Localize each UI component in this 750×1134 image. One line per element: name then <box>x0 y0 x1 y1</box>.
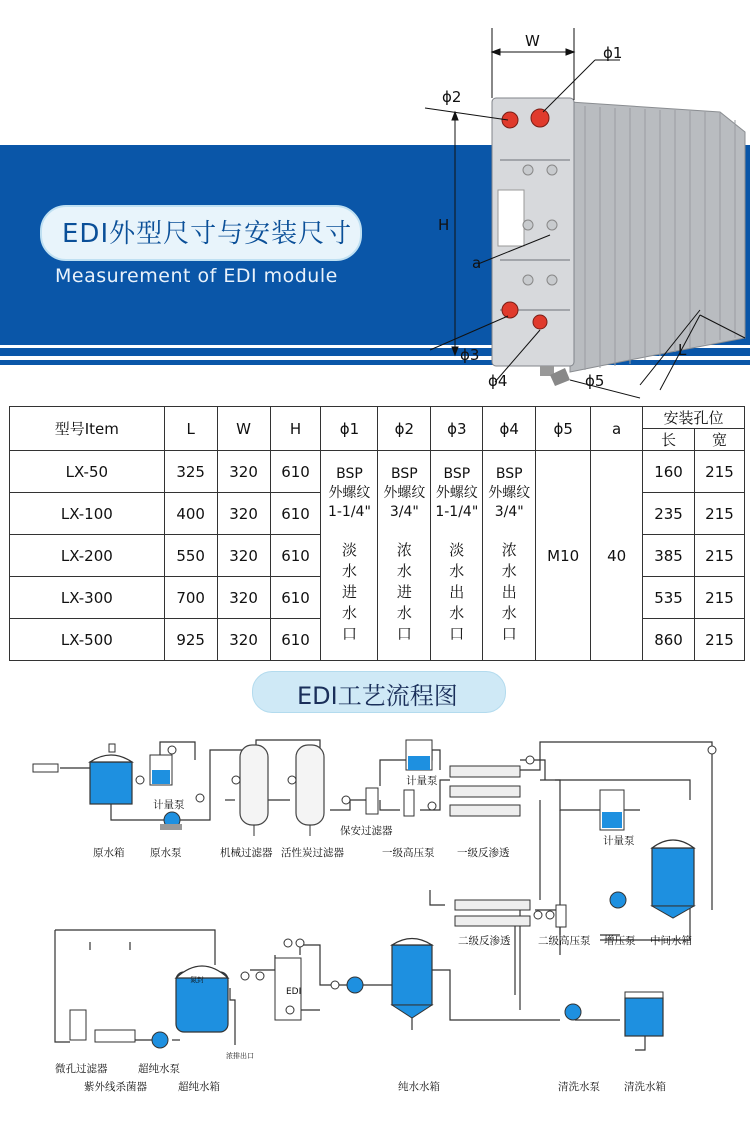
cell-h: 610 <box>270 577 321 619</box>
phi5-label: ϕ5 <box>585 372 605 390</box>
safety-filter <box>366 788 378 814</box>
header-length: 长 <box>643 429 695 451</box>
header-phi1: ϕ1 <box>321 407 378 451</box>
label-wash-pump: 清洗水泵 <box>558 1081 600 1093</box>
booster-pump <box>610 892 626 908</box>
cell-w: 320 <box>217 493 270 535</box>
phi2-use-char: 进 <box>396 583 412 601</box>
cell-width: 215 <box>695 577 745 619</box>
cell-width: 215 <box>695 619 745 661</box>
header-phi5: ϕ5 <box>536 407 591 451</box>
label-nitrogen: 氮封 <box>190 976 204 984</box>
spec-table <box>9 406 745 661</box>
ultrapure-pump <box>152 1032 168 1048</box>
raw-water-tank <box>90 744 132 804</box>
cell-w: 320 <box>217 451 270 493</box>
cell-length: 535 <box>643 577 695 619</box>
dosing-unit-2 <box>406 740 432 770</box>
label-pure-tank: 纯水水箱 <box>398 1081 440 1093</box>
port-phi2 <box>502 112 518 128</box>
cell-model: LX-500 <box>10 619 165 661</box>
cell-l: 700 <box>164 577 217 619</box>
raw-water-pump <box>160 812 182 830</box>
label-micro-filter: 微孔过滤器 <box>55 1063 108 1075</box>
phi4-use-char: 水 <box>501 604 517 622</box>
cell-l: 325 <box>164 451 217 493</box>
phi2-use-char: 口 <box>396 625 412 643</box>
dosing-unit-3 <box>600 790 624 830</box>
process-flow-diagram <box>0 720 750 1120</box>
cell-h: 610 <box>270 535 321 577</box>
table-row <box>10 451 745 493</box>
page-title: EDI外型尺寸与安装尺寸 <box>62 219 353 249</box>
cell-model: LX-50 <box>10 451 165 493</box>
flow-title: EDI工艺流程图 <box>297 682 458 710</box>
phi2-use-char: 水 <box>396 562 412 580</box>
label-wash-tank: 清洗水箱 <box>624 1081 666 1093</box>
header-l: L <box>164 407 217 451</box>
cell-l: 400 <box>164 493 217 535</box>
dim-l-label: L <box>678 341 687 359</box>
pure-water-tank <box>392 939 432 1019</box>
label-raw-tank: 原水箱 <box>93 847 125 859</box>
header-phi3: ϕ3 <box>431 407 483 451</box>
label-up-tank: 超纯水箱 <box>178 1081 220 1093</box>
cell-phi5-value: M10 <box>536 451 591 661</box>
wash-pump <box>565 1004 581 1020</box>
label-uv: 紫外线杀菌器 <box>84 1081 147 1093</box>
phi3-label: ϕ3 <box>460 346 480 364</box>
label-dosing-pump-1: 计量泵 <box>153 799 185 811</box>
cell-l: 550 <box>164 535 217 577</box>
header-a: a <box>591 407 643 451</box>
header-item: 型号Item <box>10 407 165 451</box>
label-booster-pump: 增压泵 <box>604 935 636 947</box>
cell-h: 610 <box>270 493 321 535</box>
cell-a-value: 40 <box>591 451 643 661</box>
label-dosing-pump-2: 计量泵 <box>406 775 438 787</box>
micro-filter <box>70 1010 86 1040</box>
mechanical-filter-vessel <box>240 745 268 836</box>
header-install: 安装孔位 <box>643 407 745 429</box>
dim-w-label: W <box>525 32 540 50</box>
ro-2-membranes <box>455 900 530 926</box>
label-ro-1: 一级反渗透 <box>457 847 510 859</box>
phi1-use-char: 水 <box>341 562 357 580</box>
cell-width: 215 <box>695 451 745 493</box>
header-phi2: ϕ2 <box>378 407 431 451</box>
label-dosing-pump-3: 计量泵 <box>603 835 635 847</box>
phi2-use-char: 水 <box>396 604 412 622</box>
phi4-bsp: BSP <box>495 466 523 482</box>
cell-w: 320 <box>217 535 270 577</box>
label-up-pump: 超纯水泵 <box>138 1063 180 1075</box>
hp-pump-1 <box>404 790 414 816</box>
hp-pump-2 <box>556 905 566 927</box>
cell-model: LX-200 <box>10 535 165 577</box>
label-drain: 浓排出口 <box>226 1052 254 1060</box>
label-raw-pump: 原水泵 <box>150 847 182 859</box>
port-phi3 <box>502 302 518 318</box>
phi1-size: 1-1/4" <box>327 504 371 520</box>
header-h: H <box>270 407 321 451</box>
phi1-thread: 外螺纹 <box>328 485 371 501</box>
cell-model: LX-300 <box>10 577 165 619</box>
phi3-use-char: 水 <box>449 604 465 622</box>
phi3-size: 1-1/4" <box>435 504 479 520</box>
phi1-use-char: 水 <box>341 604 357 622</box>
phi2-use-char: 浓 <box>396 541 412 559</box>
header-w: W <box>217 407 270 451</box>
header-width: 宽 <box>695 429 745 451</box>
phi1-bsp: BSP <box>336 466 363 482</box>
phi4-label: ϕ4 <box>488 372 508 390</box>
phi3-thread: 外螺纹 <box>435 485 478 501</box>
dim-h-label: H <box>438 216 450 234</box>
cell-phi3-spec <box>431 451 483 661</box>
label-mech-filter: 机械过滤器 <box>220 847 273 859</box>
dim-a-label: a <box>472 254 482 272</box>
cell-phi4-spec <box>483 451 536 661</box>
phi3-use-char: 淡 <box>449 541 465 559</box>
label-edi: EDI <box>286 987 302 997</box>
phi1-label: ϕ1 <box>603 44 623 62</box>
dosing-unit-1 <box>150 746 176 785</box>
label-hp-pump-1: 一级高压泵 <box>382 847 435 859</box>
cell-h: 610 <box>270 619 321 661</box>
cell-phi2-spec <box>378 451 431 661</box>
cell-w: 320 <box>217 619 270 661</box>
phi4-use-char: 出 <box>501 583 517 601</box>
cell-model: LX-100 <box>10 493 165 535</box>
header-phi4: ϕ4 <box>483 407 536 451</box>
cell-width: 215 <box>695 535 745 577</box>
cell-length: 860 <box>643 619 695 661</box>
cell-length: 235 <box>643 493 695 535</box>
cell-phi1-spec <box>321 451 378 661</box>
edi-module-illustration <box>400 20 750 400</box>
phi1-use-char: 进 <box>341 583 357 601</box>
uv-sterilizer <box>95 1030 135 1042</box>
phi2-thread: 外螺纹 <box>383 485 426 501</box>
cell-length: 160 <box>643 451 695 493</box>
intermediate-tank <box>652 840 694 918</box>
ro-1-membranes <box>450 766 520 816</box>
feed-pump-row2 <box>347 977 363 993</box>
phi3-bsp: BSP <box>443 466 471 482</box>
wash-tank <box>625 992 663 1036</box>
phi1-use-char: 淡 <box>341 541 357 559</box>
port-phi1 <box>531 109 549 127</box>
phi2-label: ϕ2 <box>442 88 462 106</box>
label-carbon-filter: 活性炭过滤器 <box>281 847 344 859</box>
cell-l: 925 <box>164 619 217 661</box>
phi3-use-char: 水 <box>449 562 465 580</box>
phi2-size: 3/4" <box>389 504 419 520</box>
label-safety-filter: 保安过滤器 <box>340 825 393 837</box>
cell-w: 320 <box>217 577 270 619</box>
label-mid-tank: 中间水箱 <box>650 935 692 947</box>
module-body <box>492 98 745 386</box>
label-ro-2: 二级反渗透 <box>458 935 511 947</box>
phi4-size: 3/4" <box>494 504 524 520</box>
page-subtitle: Measurement of EDI module <box>55 265 338 287</box>
carbon-filter-vessel <box>296 745 324 836</box>
label-hp-pump-2: 二级高压泵 <box>538 935 591 947</box>
phi4-use-char: 浓 <box>501 541 517 559</box>
cell-length: 385 <box>643 535 695 577</box>
port-phi4 <box>533 315 547 329</box>
phi3-use-char: 出 <box>449 583 465 601</box>
inlet-pipe <box>33 764 58 772</box>
phi4-thread: 外螺纹 <box>488 485 531 501</box>
cell-h: 610 <box>270 451 321 493</box>
phi2-bsp: BSP <box>391 466 418 482</box>
phi1-use-char: 口 <box>341 625 357 643</box>
phi4-use-char: 水 <box>501 562 517 580</box>
phi3-use-char: 口 <box>449 625 465 643</box>
cell-width: 215 <box>695 493 745 535</box>
phi4-use-char: 口 <box>501 625 517 643</box>
